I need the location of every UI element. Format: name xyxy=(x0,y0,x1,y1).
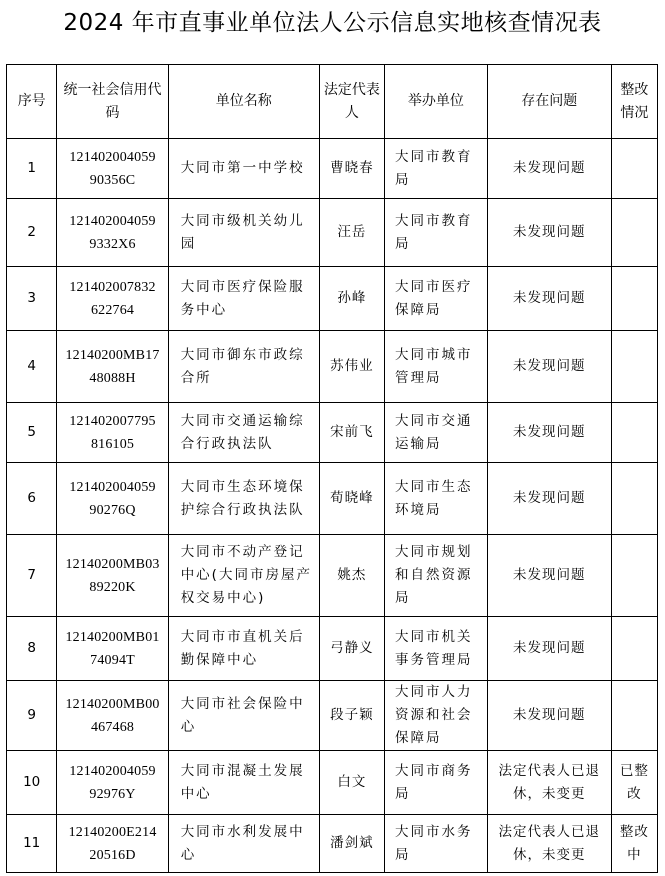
row-legal-rep: 孙峰 xyxy=(319,267,384,331)
row-rectification xyxy=(611,681,657,751)
row-legal-rep: 白文 xyxy=(319,751,384,815)
row-index: 4 xyxy=(7,331,57,403)
row-code: 12140200MB00 467468 xyxy=(57,681,168,751)
row-index: 6 xyxy=(7,463,57,535)
row-unit-name: 大同市社会保险中心 xyxy=(168,681,319,751)
row-sponsor-org: 大同市教育局 xyxy=(384,199,487,267)
row-sponsor-org: 大同市教育局 xyxy=(384,139,487,199)
row-unit-name: 大同市第一中学校 xyxy=(168,139,319,199)
row-issue: 未发现问题 xyxy=(487,681,611,751)
row-index: 7 xyxy=(7,535,57,617)
table-row xyxy=(7,681,658,751)
table-row xyxy=(7,751,658,815)
header-fix: 整改情况 xyxy=(611,65,657,139)
row-code: 121402004059 92976Y xyxy=(57,751,168,815)
header-index: 序号 xyxy=(7,65,57,139)
row-code: 12140200MB03 89220K xyxy=(57,535,168,617)
row-unit-name: 大同市水利发展中心 xyxy=(168,815,319,873)
inspection-table xyxy=(6,64,658,873)
table-row xyxy=(7,535,658,617)
row-index: 1 xyxy=(7,139,57,199)
row-sponsor-org: 大同市人力资源和社会保障局 xyxy=(384,681,487,751)
row-issue: 未发现问题 xyxy=(487,139,611,199)
row-sponsor-org: 大同市水务局 xyxy=(384,815,487,873)
row-issue: 法定代表人已退休，未变更 xyxy=(487,815,611,873)
row-sponsor-org: 大同市规划和自然资源局 xyxy=(384,535,487,617)
table-row xyxy=(7,331,658,403)
row-issue: 未发现问题 xyxy=(487,463,611,535)
row-code: 121402004059 9332X6 xyxy=(57,199,168,267)
header-name: 单位名称 xyxy=(168,65,319,139)
header-rep: 法定代表人 xyxy=(319,65,384,139)
row-sponsor-org: 大同市交通运输局 xyxy=(384,403,487,463)
row-legal-rep: 曹晓春 xyxy=(319,139,384,199)
row-index: 2 xyxy=(7,199,57,267)
row-legal-rep: 荀晓峰 xyxy=(319,463,384,535)
table-row xyxy=(7,463,658,535)
row-unit-name: 大同市御东市政综合所 xyxy=(168,331,319,403)
row-issue: 未发现问题 xyxy=(487,403,611,463)
table-row xyxy=(7,267,658,331)
row-unit-name: 大同市医疗保险服务中心 xyxy=(168,267,319,331)
row-index: 11 xyxy=(7,815,57,873)
row-unit-name: 大同市市直机关后勤保障中心 xyxy=(168,617,319,681)
row-index: 9 xyxy=(7,681,57,751)
table-row xyxy=(7,199,658,267)
row-code: 121402007795 816105 xyxy=(57,403,168,463)
row-issue: 未发现问题 xyxy=(487,617,611,681)
row-code: 121402004059 90276Q xyxy=(57,463,168,535)
header-row xyxy=(7,65,658,139)
row-legal-rep: 汪岳 xyxy=(319,199,384,267)
row-rectification xyxy=(611,331,657,403)
table-row xyxy=(7,403,658,463)
row-rectification xyxy=(611,617,657,681)
row-index: 3 xyxy=(7,267,57,331)
row-index: 5 xyxy=(7,403,57,463)
row-code: 12140200MB17 48088H xyxy=(57,331,168,403)
row-issue: 未发现问题 xyxy=(487,331,611,403)
row-unit-name: 大同市级机关幼儿园 xyxy=(168,199,319,267)
row-rectification xyxy=(611,267,657,331)
row-sponsor-org: 大同市商务局 xyxy=(384,751,487,815)
row-rectification: 已整改 xyxy=(611,751,657,815)
row-issue: 未发现问题 xyxy=(487,267,611,331)
row-code: 12140200E214 20516D xyxy=(57,815,168,873)
header-code: 统一社会信用代码 xyxy=(57,65,168,139)
row-legal-rep: 弓静义 xyxy=(319,617,384,681)
row-legal-rep: 姚杰 xyxy=(319,535,384,617)
table-row xyxy=(7,617,658,681)
row-legal-rep: 苏伟业 xyxy=(319,331,384,403)
row-sponsor-org: 大同市医疗保障局 xyxy=(384,267,487,331)
row-sponsor-org: 大同市城市管理局 xyxy=(384,331,487,403)
row-unit-name: 大同市交通运输综合行政执法队 xyxy=(168,403,319,463)
row-unit-name: 大同市生态环境保护综合行政执法队 xyxy=(168,463,319,535)
row-legal-rep: 宋前飞 xyxy=(319,403,384,463)
table-row xyxy=(7,139,658,199)
page-title: 2024 年市直事业单位法人公示信息实地核查情况表 xyxy=(63,10,602,36)
header-org: 举办单位 xyxy=(384,65,487,139)
row-legal-rep: 潘剑斌 xyxy=(319,815,384,873)
row-rectification xyxy=(611,139,657,199)
row-index: 8 xyxy=(7,617,57,681)
row-unit-name: 大同市混凝土发展中心 xyxy=(168,751,319,815)
row-rectification: 整改中 xyxy=(611,815,657,873)
row-rectification xyxy=(611,403,657,463)
table-row xyxy=(7,815,658,873)
row-unit-name: 大同市不动产登记中心(大同市房屋产权交易中心) xyxy=(168,535,319,617)
row-code: 121402004059 90356C xyxy=(57,139,168,199)
row-index: 10 xyxy=(7,751,57,815)
row-code: 121402007832 622764 xyxy=(57,267,168,331)
row-sponsor-org: 大同市机关事务管理局 xyxy=(384,617,487,681)
row-rectification xyxy=(611,199,657,267)
row-issue: 未发现问题 xyxy=(487,535,611,617)
header-issue: 存在问题 xyxy=(487,65,611,139)
row-issue: 未发现问题 xyxy=(487,199,611,267)
row-rectification xyxy=(611,535,657,617)
row-sponsor-org: 大同市生态环境局 xyxy=(384,463,487,535)
row-rectification xyxy=(611,463,657,535)
row-legal-rep: 段子颖 xyxy=(319,681,384,751)
row-code: 12140200MB01 74094T xyxy=(57,617,168,681)
row-issue: 法定代表人已退休，未变更 xyxy=(487,751,611,815)
